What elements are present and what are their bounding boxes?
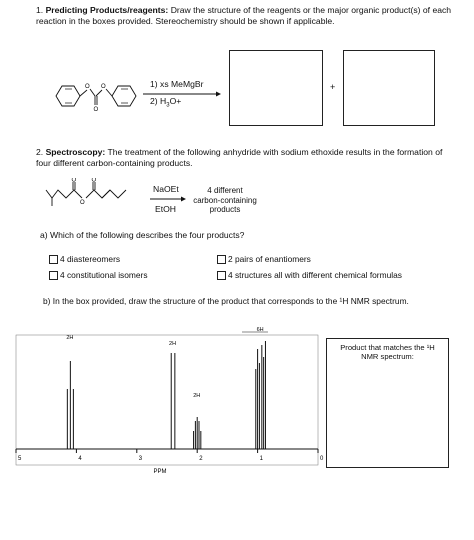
peak-label-1: 2H (169, 341, 177, 347)
nmr-spectrum (0, 315, 330, 475)
x-tick-label-2: 2 (199, 456, 203, 462)
option-checkbox-2[interactable] (217, 255, 226, 264)
question-1-body: Draw the structure of the reagents or the major organic product(s) of each reaction in the boxes provided. Stereochemistry should be shown if applicable. (36, 5, 452, 26)
question-2-text (36, 147, 456, 168)
option-label-1: 4 diastereomers (60, 254, 121, 264)
x-tick-label-4: 4 (78, 456, 82, 462)
x-tick-label-3: 3 (138, 456, 143, 462)
x-tick-label-5: 5 (18, 456, 22, 462)
question-1-number: 1. (36, 5, 44, 15)
nmr-answer-box[interactable] (326, 338, 449, 468)
q2-products-label: 4 different carbon-containing products (193, 186, 257, 214)
x-tick-label-1: 1 (259, 456, 263, 462)
part-b-question: b) In the box provided, draw the structure of the product that corresponds to the ¹H NMR spectrum. (43, 296, 409, 306)
svg-text:O: O (91, 178, 97, 184)
svg-text:O: O (80, 200, 85, 206)
peak-label-2: 2H (193, 393, 201, 399)
part-a-question: a) Which of the following describes the four products? (40, 230, 245, 240)
q2-reagent-top: NaOEt (153, 184, 179, 194)
question-2-number: 2. (36, 147, 44, 157)
q1-product-box-1[interactable] (229, 50, 323, 126)
q2-reaction-arrow (150, 196, 186, 202)
anhydride-structure (40, 178, 140, 210)
q1-reagent-line-2: 2) $H_3O+$ (150, 96, 182, 109)
q1-product-box-2[interactable] (343, 50, 435, 126)
peak-label-3: 6H (256, 327, 264, 333)
option-checkbox-3[interactable] (49, 271, 58, 280)
svg-text:O: O (71, 178, 77, 184)
question-2-title: Spectroscopy: (45, 147, 106, 157)
svg-text:O: O (93, 107, 99, 113)
option-label-4: 4 structures all with different chemical formulas (228, 270, 402, 280)
svg-text:O: O (101, 84, 106, 90)
option-label-2: 2 pairs of enantiomers (228, 254, 311, 264)
svg-text:O: O (85, 84, 90, 90)
q1-reactant-structure (50, 75, 140, 115)
question-1-text (36, 5, 456, 26)
x-axis-label: PPM (153, 469, 167, 475)
question-1-title: Predicting Products/reagents: (45, 5, 169, 15)
spectrum-frame (16, 335, 318, 465)
option-label-3: 4 constitutional isomers (60, 270, 148, 280)
x-tick-label-0: 0 (320, 456, 324, 462)
answer-box-label: Product that matches the ¹H NMR spectrum: (340, 343, 435, 361)
peak-label-0: 2H (66, 335, 74, 341)
plus-sign: + (330, 82, 336, 92)
option-checkbox-1[interactable] (49, 255, 58, 264)
option-checkbox-4[interactable] (217, 271, 226, 280)
q1-reagent-line-1: 1) xs MeMgBr (150, 79, 204, 89)
q2-reagent-bottom: EtOH (155, 204, 177, 214)
question-2-body: The treatment of the following anhydride with sodium ethoxide results in the formation of four different carbon-containing products. (36, 147, 443, 168)
